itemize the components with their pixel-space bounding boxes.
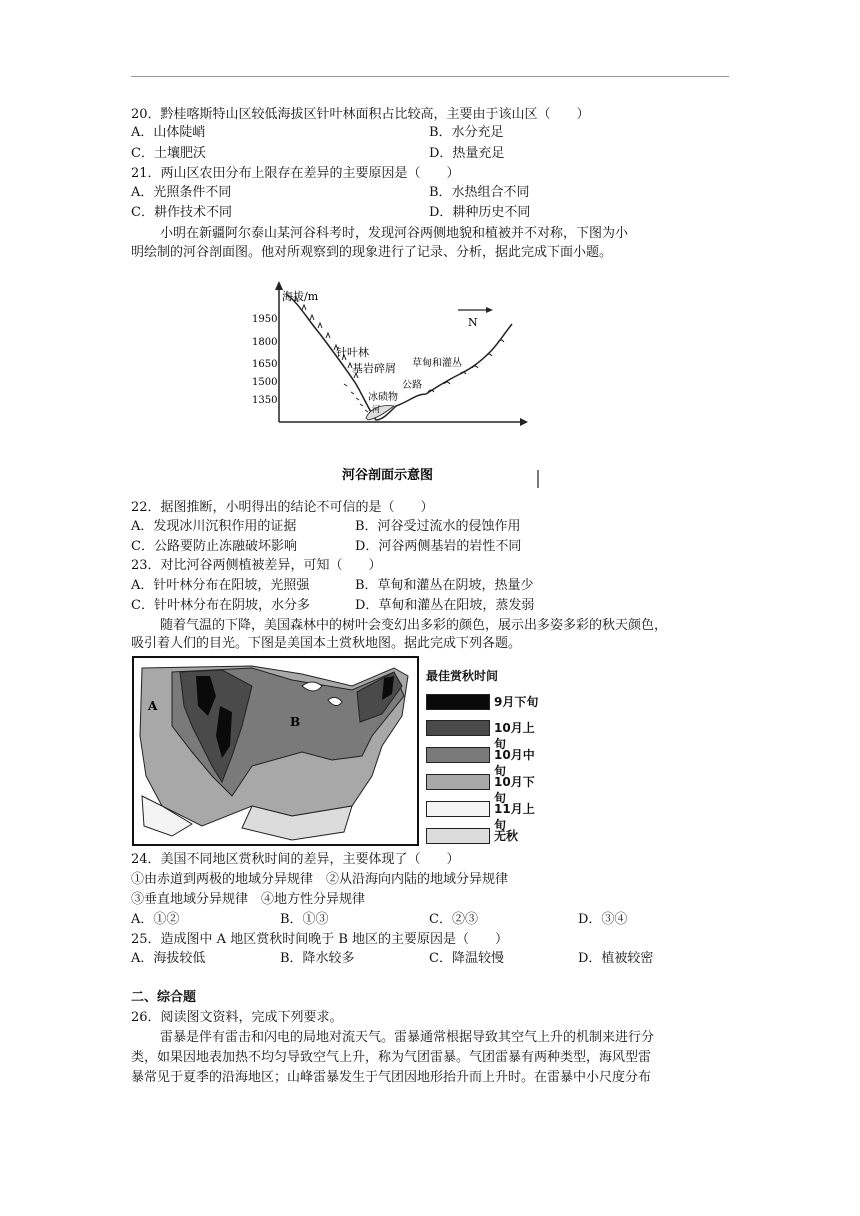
q23-option-a: A．针叶林分布在阳坡，光照强 <box>131 578 310 593</box>
q20-option-a: A．山体陡峭 <box>131 125 206 140</box>
q21-option-c: C．耕作技术不同 <box>131 205 232 220</box>
label-river: 河 <box>372 405 380 414</box>
intro1-line2: 明绘制的河谷剖面图。他对所观察到的现象进行了记录、分析，据此完成下面小题。 <box>131 245 613 260</box>
header-rule <box>131 76 729 77</box>
tick-1350: 1350 <box>252 395 278 406</box>
q25-option-c: C．降温较慢 <box>429 951 504 966</box>
label-road: 公路 <box>402 380 422 391</box>
north-arrow-head <box>486 307 493 313</box>
map-label-b: B <box>290 715 301 729</box>
tree-markers-left <box>294 297 358 378</box>
q24-option-b: B．①③ <box>280 912 329 927</box>
label-conifer: 针叶林 <box>336 346 369 359</box>
y-axis-label: 海拔/m <box>282 290 319 303</box>
tick-1650: 1650 <box>252 359 278 370</box>
intro1-line1: 小明在新疆阿尔泰山某河谷科考时，发现河谷两侧地貌和植被并不对称，下图为小 <box>160 226 629 241</box>
legend-swatch <box>426 828 490 844</box>
legend-title: 最佳赏秋时间 <box>426 669 499 683</box>
map-label-a: A <box>148 699 158 713</box>
q20-option-b: B．水分充足 <box>429 125 504 140</box>
q21-stem: 21．两山区农田分布上限存在差异的主要原因是（ ） <box>131 166 460 181</box>
q24-option-c: C．②③ <box>429 912 478 927</box>
legend-label: 10月上旬 <box>494 721 535 751</box>
legend-item <box>426 774 541 805</box>
q22-option-a: A．发现冰川沉积作用的证据 <box>131 519 297 534</box>
q23-option-c: C．针叶林分布在阴坡，水分多 <box>131 598 310 613</box>
north-label: N <box>468 316 478 329</box>
q24-option-a: A．①② <box>131 912 180 927</box>
q26-stem: 26．阅读图文资料，完成下列要求。 <box>131 1010 343 1025</box>
legend-label: 10月下旬 <box>494 775 535 805</box>
section-title: 二、综合题 <box>131 990 197 1005</box>
q25-option-a: A．海拔较低 <box>131 951 206 966</box>
q25-option-d: D．植被较密 <box>578 951 654 966</box>
q21-option-a: A．光照条件不同 <box>131 185 232 200</box>
legend-item <box>426 720 541 751</box>
legend-item <box>426 828 541 846</box>
figure-caption: 河谷剖面示意图 <box>342 468 434 483</box>
q25-option-b: B．降水较多 <box>280 951 355 966</box>
legend-item <box>426 747 541 778</box>
q22-option-b: B．河谷受过流水的侵蚀作用 <box>355 519 521 534</box>
q26-paragraph-line1: 雷暴是伴有雷击和闪电的局地对流天气。雷暴通常根据导致其空气上升的机制来进行分 <box>160 1030 655 1045</box>
q20-option-d: D．热量充足 <box>429 146 505 161</box>
q26-paragraph-line3: 暴常见于夏季的沿海地区；山峰雷暴发生于气团因地形抬升而上升时。在雷暴中小尺度分布 <box>131 1070 652 1085</box>
valley-profile-figure <box>248 268 548 490</box>
q23-option-b: B．草甸和灌丛在阴坡，热量少 <box>355 578 534 593</box>
q21-option-b: B．水热组合不同 <box>429 185 530 200</box>
legend-swatch <box>426 694 490 710</box>
label-meadow: 草甸和灌丛 <box>412 358 462 369</box>
legend-item <box>426 801 541 832</box>
label-glacier: 冰碛物 <box>368 392 398 403</box>
q22-option-c: C．公路要防止冻融破坏影响 <box>131 539 297 554</box>
legend-swatch <box>426 801 490 817</box>
label-bedrock: 基岩碎屑 <box>352 362 396 375</box>
tick-1800: 1800 <box>252 337 278 348</box>
valley-profile-line <box>286 294 512 420</box>
q24-statement-1: ①由赤道到两极的地域分异规律 ②从沿海向内陆的地域分异规律 <box>131 872 509 887</box>
legend-swatch <box>426 747 490 763</box>
q22-option-d: D．河谷两侧基岩的岩性不同 <box>355 539 522 554</box>
legend-label: 无秋 <box>494 829 519 843</box>
legend-swatch <box>426 720 490 736</box>
legend-item <box>426 694 541 712</box>
q23-option-d: D．草甸和灌丛在阳坡，蒸发弱 <box>355 598 535 613</box>
q22-stem: 22．据图推断，小明得出的结论不可信的是（ ） <box>131 500 434 515</box>
q26-paragraph-line2: 类，如果因地表加热不均匀导致空气上升，称为气团雷暴。气团雷暴有两种类型，海风型雷 <box>131 1050 652 1065</box>
x-axis-arrow <box>520 418 528 426</box>
q24-stem: 24．美国不同地区赏秋时间的差异，主要体现了（ ） <box>131 852 460 867</box>
q24-option-d: D．③④ <box>578 912 628 927</box>
y-axis-arrow <box>275 281 283 290</box>
q21-option-d: D．耕种历史不同 <box>429 205 531 220</box>
us-autumn-map <box>132 656 419 846</box>
tick-1950: 1950 <box>252 314 278 325</box>
q20-stem: 20．黔桂喀斯特山区较低海拔区针叶林面积占比较高，主要由于该山区（ ） <box>131 107 590 122</box>
q24-statement-2: ③垂直地域分异规律 ④地方性分异规律 <box>131 892 366 907</box>
legend-label: 11月上旬 <box>494 802 535 832</box>
q25-stem: 25．造成图中 A 地区赏秋时间晚于 B 地区的主要原因是（ ） <box>131 932 509 947</box>
intro2-line1: 随着气温的下降，美国森林中的树叶会变幻出多彩的颜色，展示出多姿多彩的秋天颜色， <box>160 618 668 633</box>
q20-option-c: C．土壤肥沃 <box>131 146 206 161</box>
q23-stem: 23．对比河谷两侧植被差异，可知（ ） <box>131 558 382 573</box>
legend-swatch <box>426 774 490 790</box>
legend-label: 9月下旬 <box>494 695 539 709</box>
legend-label: 10月中旬 <box>494 748 535 778</box>
intro2-line2: 吸引着人们的目光。下图是美国本土赏秋地图。据此完成下列各题。 <box>131 636 522 651</box>
tick-1500: 1500 <box>252 377 278 388</box>
